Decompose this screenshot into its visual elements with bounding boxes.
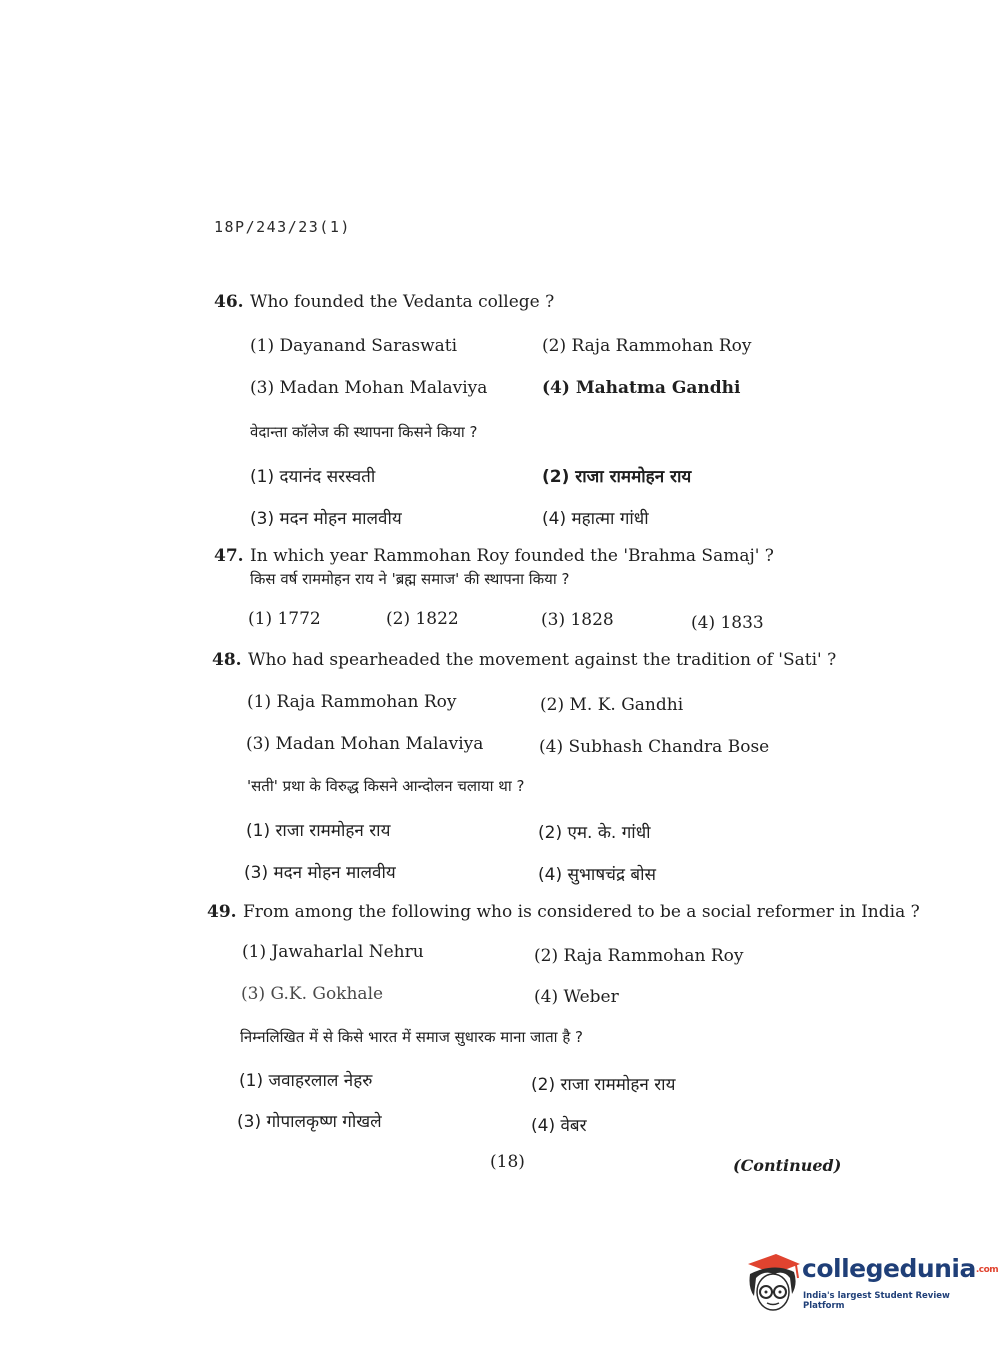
mascot-icon bbox=[742, 1248, 802, 1318]
question-49 bbox=[207, 902, 920, 922]
question-number: 46. bbox=[214, 292, 244, 312]
option-48-2: (2) M. K. Gandhi bbox=[540, 695, 684, 715]
option-46-2-hindi: (2) राजा राममोहन राय bbox=[542, 467, 692, 487]
option-46-1-hindi: (1) दयानंद सरस्वती bbox=[250, 467, 376, 487]
option-49-2-hindi: (2) राजा राममोहन राय bbox=[531, 1075, 676, 1095]
question-number: 48. bbox=[212, 650, 242, 670]
option-48-4: (4) Subhash Chandra Bose bbox=[539, 737, 770, 757]
option-48-2-hindi: (2) एम. के. गांधी bbox=[538, 823, 651, 843]
option-49-4-hindi: (4) वेबर bbox=[531, 1116, 587, 1136]
question-47 bbox=[214, 546, 774, 566]
option-48-1-hindi: (1) राजा राममोहन राय bbox=[246, 821, 391, 841]
option-49-3-hindi: (3) गोपालकृष्ण गोखले bbox=[237, 1112, 382, 1132]
question-48 bbox=[212, 650, 836, 670]
logo-wordmark: collegedunia.com bbox=[802, 1254, 999, 1283]
question-number: 49. bbox=[207, 902, 237, 922]
question-48-hindi: 'सती' प्रथा के विरुद्ध किसने आन्दोलन चलाया था ? bbox=[247, 777, 525, 795]
question-text: In which year Rammohan Roy founded the 'Brahma Samaj' ? bbox=[250, 546, 774, 566]
option-48-4-hindi: (4) सुभाषचंद्र बोस bbox=[538, 865, 656, 885]
option-49-3: (3) G.K. Gokhale bbox=[241, 984, 384, 1004]
logo-tagline: India's largest Student Review Platform bbox=[803, 1291, 950, 1311]
paper-code: 18P/243/23(1) bbox=[214, 218, 351, 236]
option-46-3-hindi: (3) मदन मोहन मालवीय bbox=[250, 509, 402, 529]
page-number: (18) bbox=[490, 1152, 525, 1172]
option-48-3-hindi: (3) मदन मोहन मालवीय bbox=[244, 863, 396, 883]
option-49-1: (1) Jawaharlal Nehru bbox=[242, 942, 424, 962]
option-49-1-hindi: (1) जवाहरलाल नेहरु bbox=[239, 1071, 373, 1091]
question-text: Who founded the Vedanta college ? bbox=[250, 292, 555, 312]
question-46 bbox=[214, 292, 554, 312]
question-text: Who had spearheaded the movement against the tradition of 'Sati' ? bbox=[248, 650, 837, 670]
option-48-3: (3) Madan Mohan Malaviya bbox=[246, 734, 484, 754]
option-48-1: (1) Raja Rammohan Roy bbox=[247, 692, 457, 712]
question-46-hindi: वेदान्ता कॉलेज की स्थापना किसने किया ? bbox=[250, 423, 478, 441]
option-46-3: (3) Madan Mohan Malaviya bbox=[250, 378, 488, 398]
option-46-2: (2) Raja Rammohan Roy bbox=[542, 336, 752, 356]
option-47-1: (1) 1772 bbox=[248, 609, 321, 629]
option-49-2: (2) Raja Rammohan Roy bbox=[534, 946, 744, 966]
question-49-hindi: निम्नलिखित में से किसे भारत में समाज सुधारक माना जाता है ? bbox=[240, 1028, 584, 1046]
option-46-1: (1) Dayanand Saraswati bbox=[250, 336, 458, 356]
question-47-hindi: किस वर्ष राममोहन राय ने 'ब्रह्म समाज' की स्थापना किया ? bbox=[250, 570, 570, 588]
option-46-4-hindi: (4) महात्मा गांधी bbox=[542, 509, 649, 529]
option-49-4: (4) Weber bbox=[534, 987, 619, 1007]
collegedunia-logo bbox=[742, 1248, 999, 1318]
question-text: From among the following who is considered to be a social reformer in India ? bbox=[243, 902, 920, 922]
option-47-4: (4) 1833 bbox=[691, 613, 764, 633]
option-46-4: (4) Mahatma Gandhi bbox=[542, 378, 741, 398]
option-47-3: (3) 1828 bbox=[541, 610, 614, 630]
logo-suffix: .com bbox=[975, 1265, 999, 1275]
option-47-2: (2) 1822 bbox=[386, 609, 459, 629]
continued-label: (Continued) bbox=[733, 1156, 842, 1175]
question-number: 47. bbox=[214, 546, 244, 566]
